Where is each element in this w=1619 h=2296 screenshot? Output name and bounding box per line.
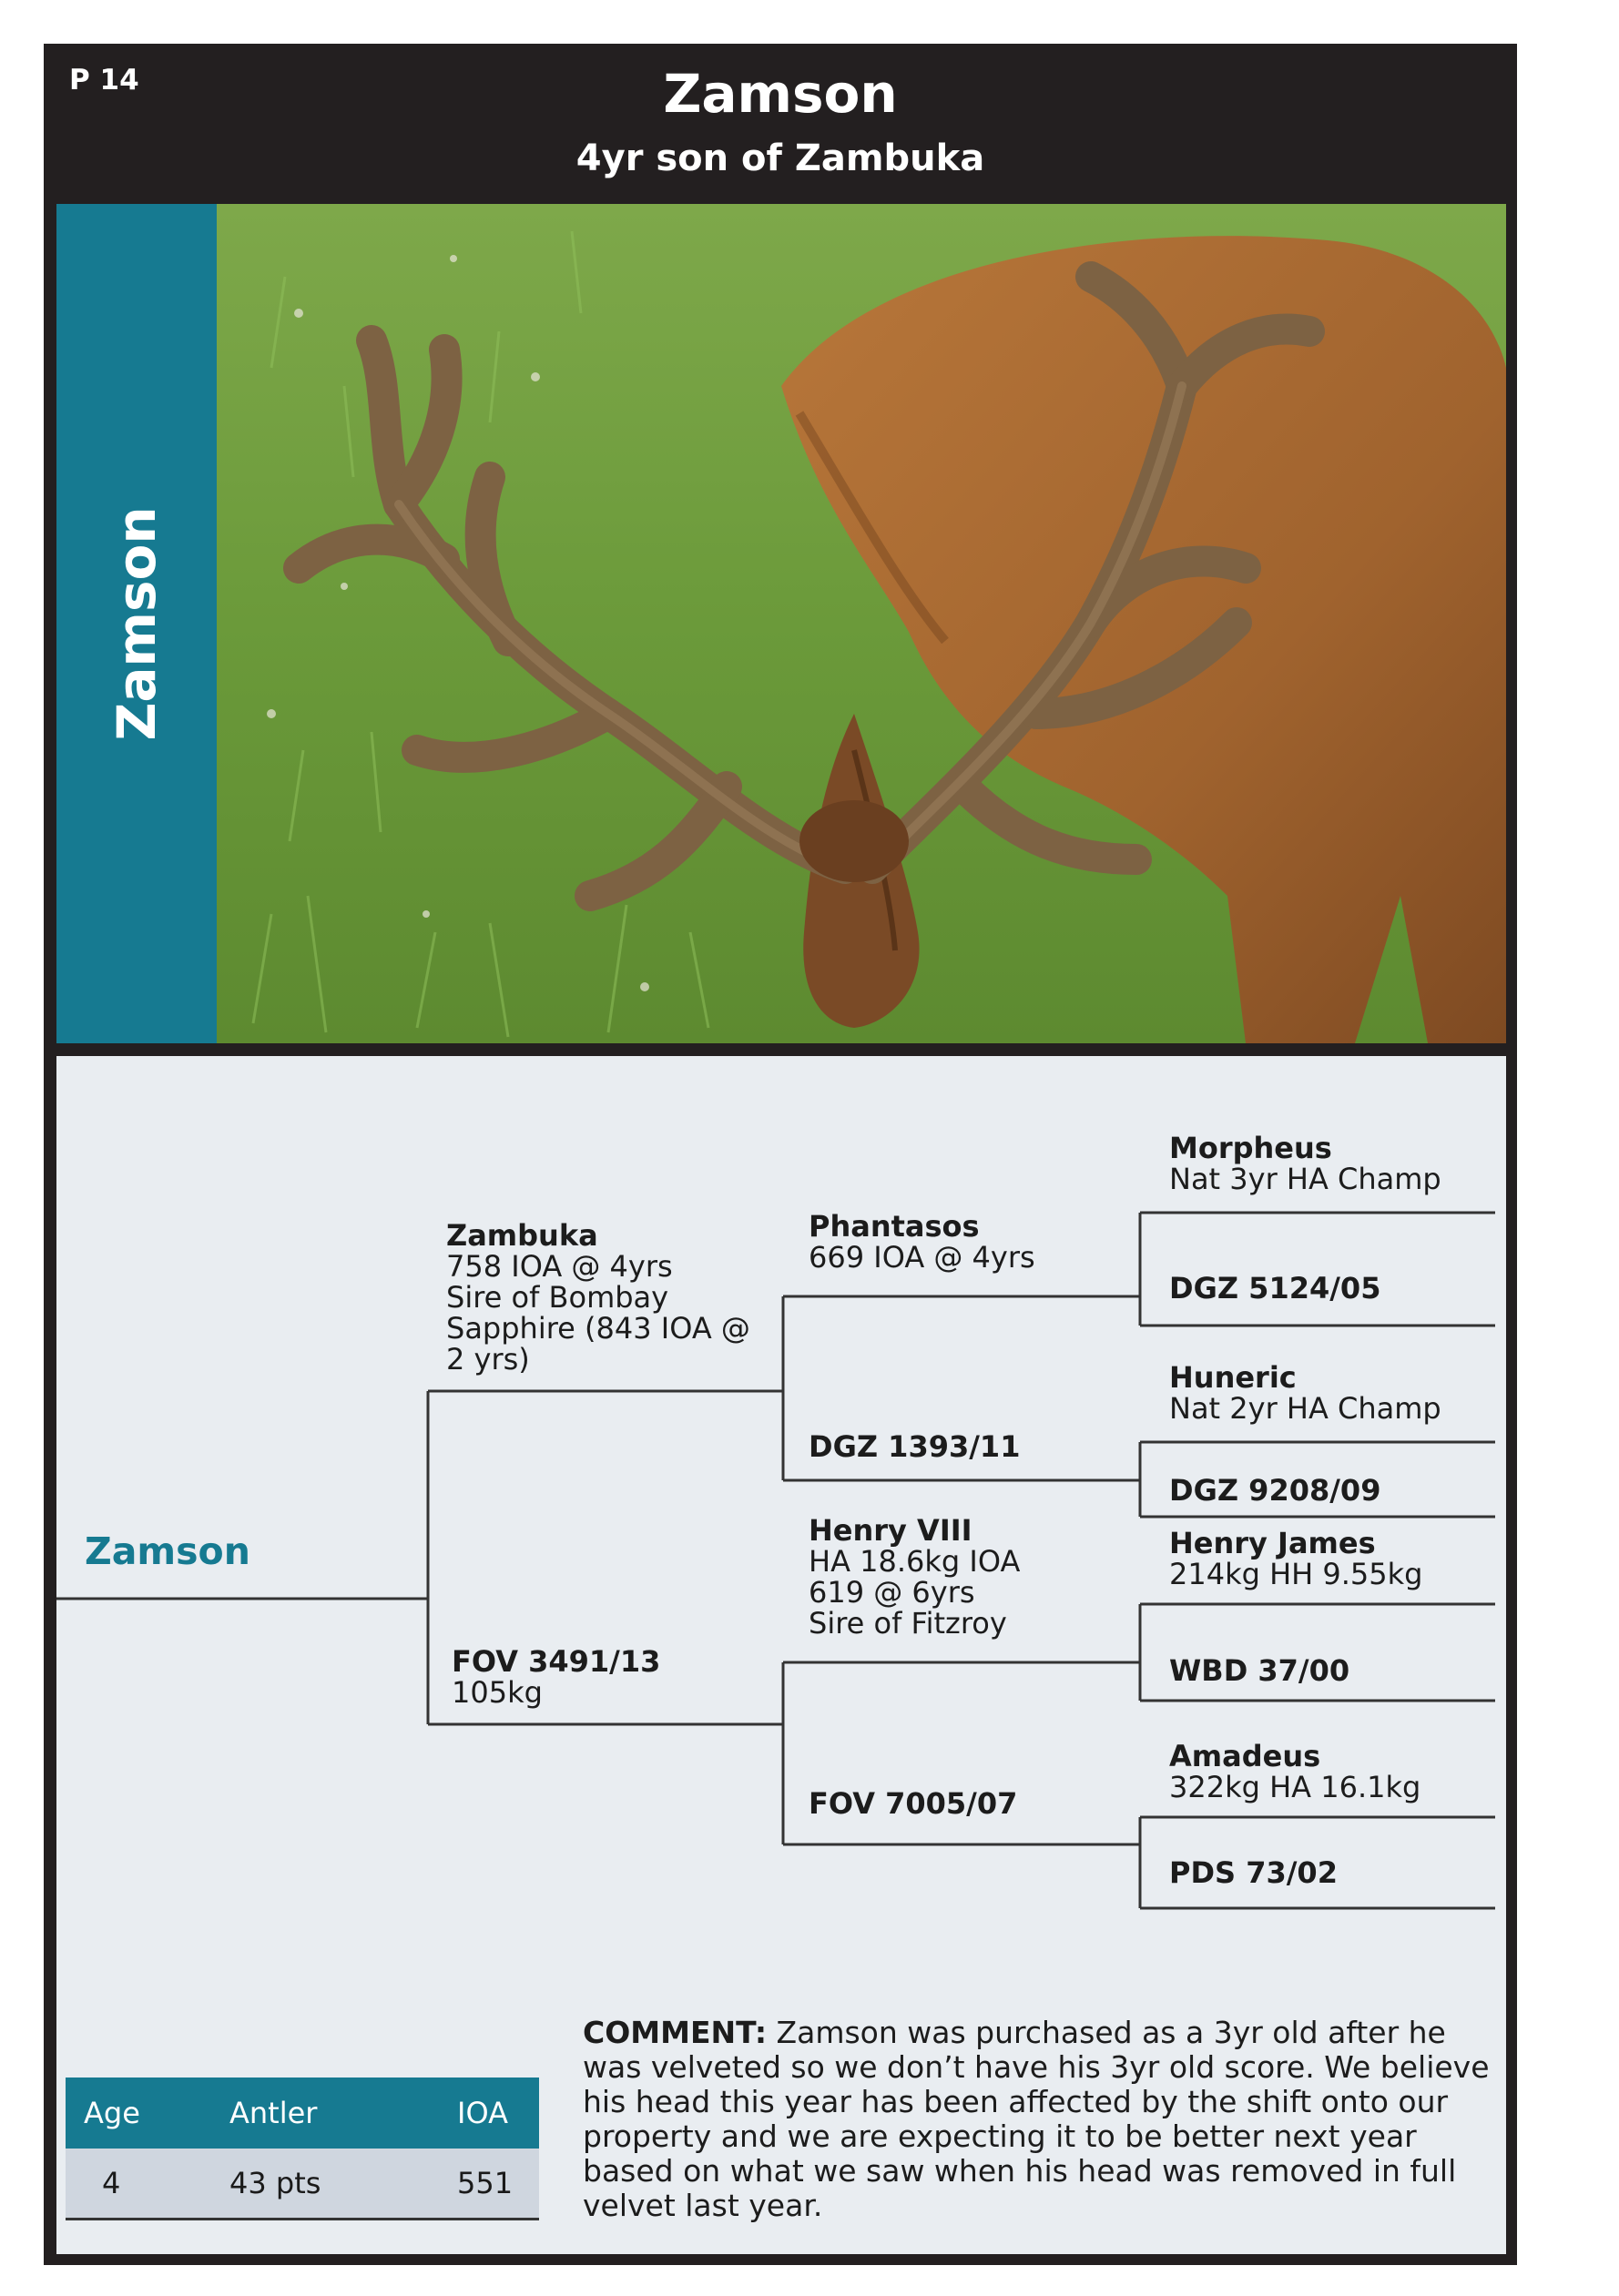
stats-header-ioa: IOA xyxy=(439,2078,539,2149)
page-title: Zamson xyxy=(663,63,898,125)
dam-sire-name: Henry VIII xyxy=(809,1513,972,1548)
gg-5-name: Henry James xyxy=(1169,1526,1376,1560)
sire-line-2: Sire of Bombay xyxy=(446,1280,669,1315)
dam-sire-line-3: Sire of Fitzroy xyxy=(809,1606,1007,1641)
gg-3-name: Huneric xyxy=(1169,1360,1297,1395)
stats-data-row xyxy=(66,2149,539,2220)
stats-header-row xyxy=(66,2078,539,2149)
sire-line-1: 758 IOA @ 4yrs xyxy=(446,1249,673,1284)
stats-header-age: Age xyxy=(66,2078,211,2149)
pedigree-dam-dam xyxy=(809,1788,1017,1819)
stats-age-value: 4 xyxy=(66,2149,211,2220)
pedigree-sire-dam xyxy=(809,1431,1020,1462)
stats-table xyxy=(66,2078,539,2220)
pedigree-gg-7 xyxy=(1169,1741,1420,1803)
comment-block xyxy=(583,2016,1498,2223)
gg-7-name: Amadeus xyxy=(1169,1739,1321,1773)
gg-1-line-1: Nat 3yr HA Champ xyxy=(1169,1162,1441,1196)
dam-sire-line-1: HA 18.6kg IOA xyxy=(809,1544,1021,1579)
pedigree-gg-3 xyxy=(1169,1362,1441,1424)
stats-ioa-value: 551 xyxy=(439,2149,539,2220)
sire-dam-name: DGZ 1393/11 xyxy=(809,1429,1021,1464)
gg-6-name: WBD 37/00 xyxy=(1169,1653,1350,1688)
gg-1-name: Morpheus xyxy=(1169,1131,1332,1165)
pedigree-dam xyxy=(452,1646,660,1708)
pedigree-root-name: Zamson xyxy=(85,1529,250,1573)
pedigree-dam-sire xyxy=(809,1515,1020,1639)
sire-name: Zambuka xyxy=(446,1218,598,1253)
gg-2-name: DGZ 5124/05 xyxy=(1169,1271,1381,1305)
sire-line-3: Sapphire (843 IOA @ xyxy=(446,1311,750,1346)
gg-4-name: DGZ 9208/09 xyxy=(1169,1473,1381,1508)
dam-sire-line-2: 619 @ 6yrs xyxy=(809,1575,975,1610)
comment-text: Zamson was purchased as a 3yr old after he was velveted so we don’t have his 3yr old score. We believe his head this year has been affected by the shift onto our property and we are expecting it to be better next year based on what we saw when his head was removed in full velvet last year. xyxy=(583,2015,1490,2223)
pedigree-sire-sire xyxy=(809,1211,1035,1273)
sire-line-4: 2 yrs) xyxy=(446,1342,530,1377)
pedigree-gg-5 xyxy=(1169,1528,1422,1590)
dam-name: FOV 3491/13 xyxy=(452,1644,661,1679)
page-subtitle: 4yr son of Zambuka xyxy=(575,137,985,179)
pedigree-gg-1 xyxy=(1169,1133,1441,1194)
stats-header-antler: Antler xyxy=(211,2078,439,2149)
pedigree-gg-4 xyxy=(1169,1475,1380,1506)
side-name-label: Zamson xyxy=(106,506,168,741)
sire-sire-name: Phantasos xyxy=(809,1209,980,1244)
dam-line-1: 105kg xyxy=(452,1675,543,1710)
sire-sire-line-1: 669 IOA @ 4yrs xyxy=(809,1240,1035,1275)
page-number: P 14 xyxy=(69,64,139,97)
dam-dam-name: FOV 7005/07 xyxy=(809,1786,1018,1821)
pedigree-gg-8 xyxy=(1169,1857,1338,1888)
stats-antler-value: 43 pts xyxy=(211,2149,439,2220)
gg-5-line-1: 214kg HH 9.55kg xyxy=(1169,1557,1423,1591)
pedigree-sire xyxy=(446,1220,750,1375)
gg-8-name: PDS 73/02 xyxy=(1169,1855,1338,1890)
comment-label: COMMENT: xyxy=(583,2015,768,2050)
pedigree-gg-2 xyxy=(1169,1273,1380,1304)
gg-7-line-1: 322kg HA 16.1kg xyxy=(1169,1770,1421,1804)
pedigree-gg-6 xyxy=(1169,1655,1349,1686)
gg-3-line-1: Nat 2yr HA Champ xyxy=(1169,1391,1441,1426)
